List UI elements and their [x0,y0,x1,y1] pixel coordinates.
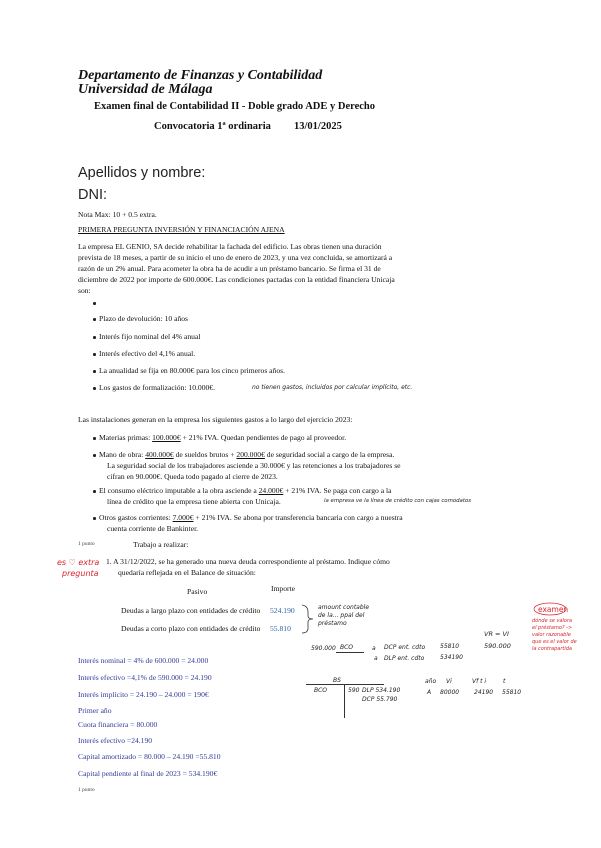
exam-date: 13/01/2025 [294,121,342,132]
calc-line-8: Capital pendiente al final de 2023 = 534.190€ [78,769,218,778]
calc-year-value: A [427,689,432,696]
calc-header-year: año [425,678,437,685]
table-header-pasivo: Pasivo [187,587,208,596]
department-title: Departamento de Finanzas y Contabilidad [78,68,323,83]
calc-vfti-value: 24190 [474,689,494,696]
handwritten-conditions-note: no tienen gastos, incluidos por calcular implícito, etc. [252,384,413,391]
t-account-dcp: DCP 55.790 [362,696,398,703]
bullet-expense-3 [93,490,96,493]
t-account-debit: 590 [348,687,360,694]
materials-amount: 100.000€ [152,433,181,442]
condition-4: La anualidad se fija en 80.000€ para los cinco primeros años. [99,366,285,375]
dni-field-label: DNI: [78,187,107,203]
footer-points: 1 punto [78,787,95,793]
grading-note: Nota Max: 10 + 0.5 extra. [78,210,157,219]
vr-value: 590.000 [484,642,511,650]
brace-mark [300,604,316,634]
journal-dcp: DCP ent. cdto [384,644,426,651]
calc-line-1: Interés nominal = 4% de 600.000 = 24.000 [78,656,209,665]
bullet-expense-2 [93,454,96,457]
side-note-1: amount contable [318,604,370,611]
task-points: 1 punto [78,541,95,547]
task-label: Trabajo a realizar: [133,540,189,549]
handwritten-electric-note: la empresa ve la línea de crédito con cajas comodatos [324,498,472,504]
extra-note-line-2: pregunta [62,569,99,578]
bullet-3 [93,353,96,356]
journal-dlp: DLP ent. cdto [384,655,425,662]
intro-line-4: diciembre de 2022 por importe de 600.000€. Las condiciones pactadas con la entidad financiera Unicaja [78,275,395,284]
bullet-empty [93,302,96,305]
labor-amount-1: 400.000€ [145,450,174,459]
labor-amount-2: 200.000€ [236,450,265,459]
expenses-intro: Las instalaciones generan en la empresa los siguientes gastos a lo largo del ejercicio 2023: [78,415,353,424]
exam-note-line-4: que es el valor de [532,639,577,645]
calc-header-t: t [503,678,506,685]
condition-1: Plazo de devolución: 10 años [99,314,188,323]
calc-line-5: Cuota financiera = 80.000 [78,720,158,729]
other-amount: 7.000€ [172,513,194,522]
expense-other-line-2: cuenta corriente de Bankinter. [107,524,199,533]
condition-3: Interés efectivo del 4,1% anual. [99,349,196,358]
t-account-vertical-line [344,684,345,718]
name-field-label: Apellidos y nombre: [78,165,206,181]
journal-amount: 590.000 [311,645,336,652]
item-1-line-1: 1. A 31/12/2022, se ha generado una nueva deuda correspondiente al préstamo. Indique cómo [106,557,390,566]
exam-note-circle [533,602,567,616]
t-account-top-line [306,684,384,685]
calc-line-4: Primer año [78,706,112,715]
journal-account-bco: BCO [340,644,354,651]
side-note-2: de la... ppal del [318,612,365,619]
calc-vi-value: 80000 [440,689,460,696]
table-header-importe: Importe [271,584,296,593]
expense-labor-line-3: cifran en 90.000€. Queda todo pagado al cierre de 2023. [107,472,278,481]
exam-note-title: examen [538,605,569,614]
table-row-2-value: 55.810 [270,624,291,633]
bullet-1 [93,318,96,321]
expense-labor: Mano de obra: 400.000€ de sueldos brutos + 200.000€ de seguridad social a cargo de la empresa. [99,450,395,459]
condition-5: Los gastos de formalización: 10.000€. [99,383,215,392]
intro-line-1: La empresa EL GENIO, SA decide rehabilitar la fachada del edificio. Las obras tienen una duración [78,242,382,251]
item-1-line-2: quedaría reflejada en el Balance de situación: [118,568,256,577]
calc-line-2: Interés efectivo =4,1% de 590.000 = 24.190 [78,673,212,682]
journal-a-2: a [374,655,378,662]
calc-header-vi: Vi [446,678,452,685]
expense-labor-line-2: La seguridad social de los trabajadores asciende a 30.000€ y las retenciones a los trabajadores se [107,461,401,470]
electric-amount: 24.000€ [258,486,284,495]
exam-session: Convocatoria 1ª ordinaria [154,121,271,132]
intro-line-2: prevista de 18 meses, a partir de su inicio el uno de enero de 2023, y una vez concluida, se amortizará a [78,253,393,262]
calc-t-value: 55810 [502,689,522,696]
table-row-2-label: Deudas a corto plazo con entidades de crédito [121,624,261,633]
vr-note: VR = VI [484,630,509,638]
journal-dcp-amount: 55810 [440,643,460,650]
bullet-expense-4 [93,517,96,520]
intro-line-5: son: [78,286,91,295]
calc-line-6: Interés efectivo =24.190 [78,736,153,745]
side-note-3: préstamo [318,620,347,627]
bullet-5 [93,387,96,390]
expense-electric: El consumo eléctrico imputable a la obra asciende a 24.000€ + 21% IVA. Se paga con cargo a la [99,486,392,495]
table-row-1-label: Deudas a largo plazo con entidades de crédito [121,606,261,615]
bullet-2 [93,336,96,339]
expense-other: Otros gastos corrientes: 7.000€ + 21% IVA. Se abona por transferencia bancaria con cargo a nuestra [99,513,403,522]
exam-note-line-5: la contrapartida [532,646,572,652]
journal-a-1: a [372,645,376,652]
journal-underline [336,652,364,653]
exam-note-line-1: dónde se valora [532,618,573,624]
t-account-title: BS [333,677,341,684]
journal-dlp-amount: 534190 [440,654,463,661]
bullet-expense-1 [93,437,96,440]
calc-line-7: Capital amortizado = 80.000 – 24.190 =55.810 [78,752,221,761]
exam-note-line-3: valor razonable [532,632,571,638]
t-account-left-label: BCO [314,687,328,694]
calc-header-vfti: Vf t i [472,678,487,685]
bullet-4 [93,370,96,373]
table-row-1-value: 524.190 [270,606,295,615]
expense-materials: Materias primas: 100.000€ + 21% IVA. Quedan pendientes de pago al proveedor. [99,433,347,442]
exam-note-line-2: el préstamo? -> [532,625,573,631]
condition-2: Interés fijo nominal del 4% anual [99,332,201,341]
expense-electric-line-2: línea de crédito que la empresa tiene abierta con Unicaja. [107,497,281,506]
exam-line: Examen final de Contabilidad II - Doble grado ADE y Derecho [94,101,375,112]
intro-line-3: razón de un 2% anual. Para acometer la obra ha de acudir a un préstamo bancario. Se firma el 31 de [78,264,381,273]
calc-line-3: Interés implícito = 24.190 – 24.000 = 190€ [78,690,209,699]
extra-note-line-1: es ♡ extra [57,558,100,567]
t-account-dlp: DLP 534.190 [362,687,401,694]
question-title: PRIMERA PREGUNTA INVERSIÓN Y FINANCIACIÓN AJENA [78,225,285,234]
university-title: Universidad de Málaga [78,82,213,97]
